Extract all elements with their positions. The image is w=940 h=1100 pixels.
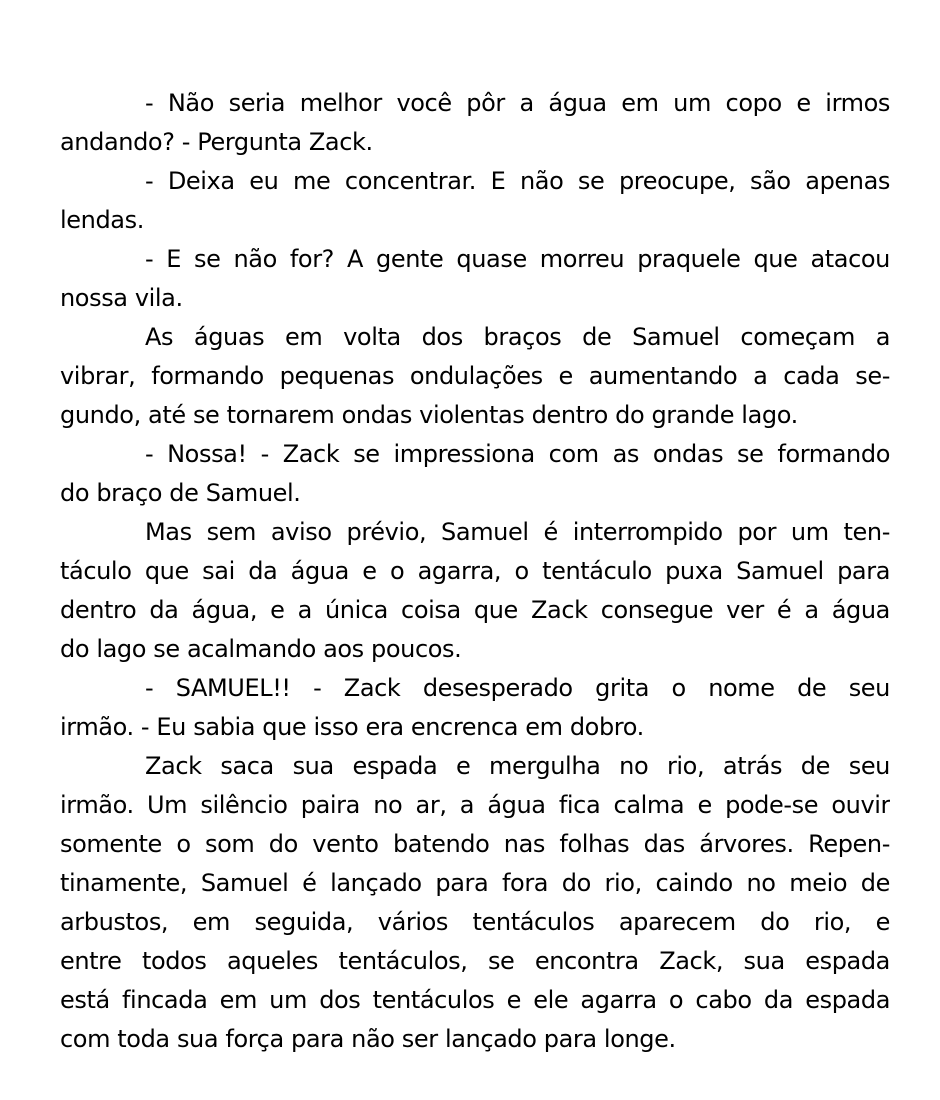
text-line: - SAMUEL!! - Zack desesperado grita o nome de seu xyxy=(145,674,890,702)
text-line: Zack saca sua espada e mergulha no rio, atrás de seu xyxy=(145,752,890,780)
paragraph xyxy=(60,318,890,435)
text-line: irmão. Um silêncio paira no ar, a água fica calma e pode-se ouvir xyxy=(60,791,890,819)
text-line: do lago se acalmando aos poucos. xyxy=(60,635,462,663)
text-line: - Não seria melhor você pôr a água em um copo e irmos xyxy=(145,89,890,117)
text-line: lendas. xyxy=(60,206,144,234)
text-line: nossa vila. xyxy=(60,284,183,312)
text-line: - Deixa eu me concentrar. E não se preocupe, são apenas xyxy=(145,167,890,195)
text-line: arbustos, em seguida, vários tentáculos aparecem do rio, e xyxy=(60,908,890,936)
text-line: com toda sua força para não ser lançado para longe. xyxy=(60,1025,676,1053)
text-line: entre todos aqueles tentáculos, se encontra Zack, sua espada xyxy=(60,947,890,975)
text-line: está fincada em um dos tentáculos e ele agarra o cabo da espada xyxy=(60,986,890,1014)
text-line: irmão. - Eu sabia que isso era encrenca em dobro. xyxy=(60,713,644,741)
paragraph xyxy=(60,435,890,513)
text-line: As águas em volta dos braços de Samuel começam a xyxy=(145,323,890,351)
text-line: dentro da água, e a única coisa que Zack consegue ver é a água xyxy=(60,596,890,624)
text-line: - Nossa! - Zack se impressiona com as ondas se formando xyxy=(145,440,890,468)
text-line: tinamente, Samuel é lançado para fora do rio, caindo no meio de xyxy=(60,869,890,897)
paragraph xyxy=(60,669,890,747)
text-line: andando? - Pergunta Zack. xyxy=(60,128,373,156)
text-line: Mas sem aviso prévio, Samuel é interrompido por um ten- xyxy=(145,518,890,546)
text-line: táculo que sai da água e o agarra, o tentáculo puxa Samuel para xyxy=(60,557,890,585)
text-line: somente o som do vento batendo nas folhas das árvores. Repen- xyxy=(60,830,890,858)
paragraph xyxy=(60,84,890,162)
text-line: vibrar, formando pequenas ondulações e aumentando a cada se- xyxy=(60,362,890,390)
paragraph xyxy=(60,513,890,669)
paragraph xyxy=(60,240,890,318)
paragraph xyxy=(60,747,890,1059)
text-block xyxy=(60,84,890,1059)
text-line: - E se não for? A gente quase morreu praquele que atacou xyxy=(145,245,890,273)
paragraph xyxy=(60,162,890,240)
text-line: do braço de Samuel. xyxy=(60,479,301,507)
text-line: gundo, até se tornarem ondas violentas dentro do grande lago. xyxy=(60,401,798,429)
